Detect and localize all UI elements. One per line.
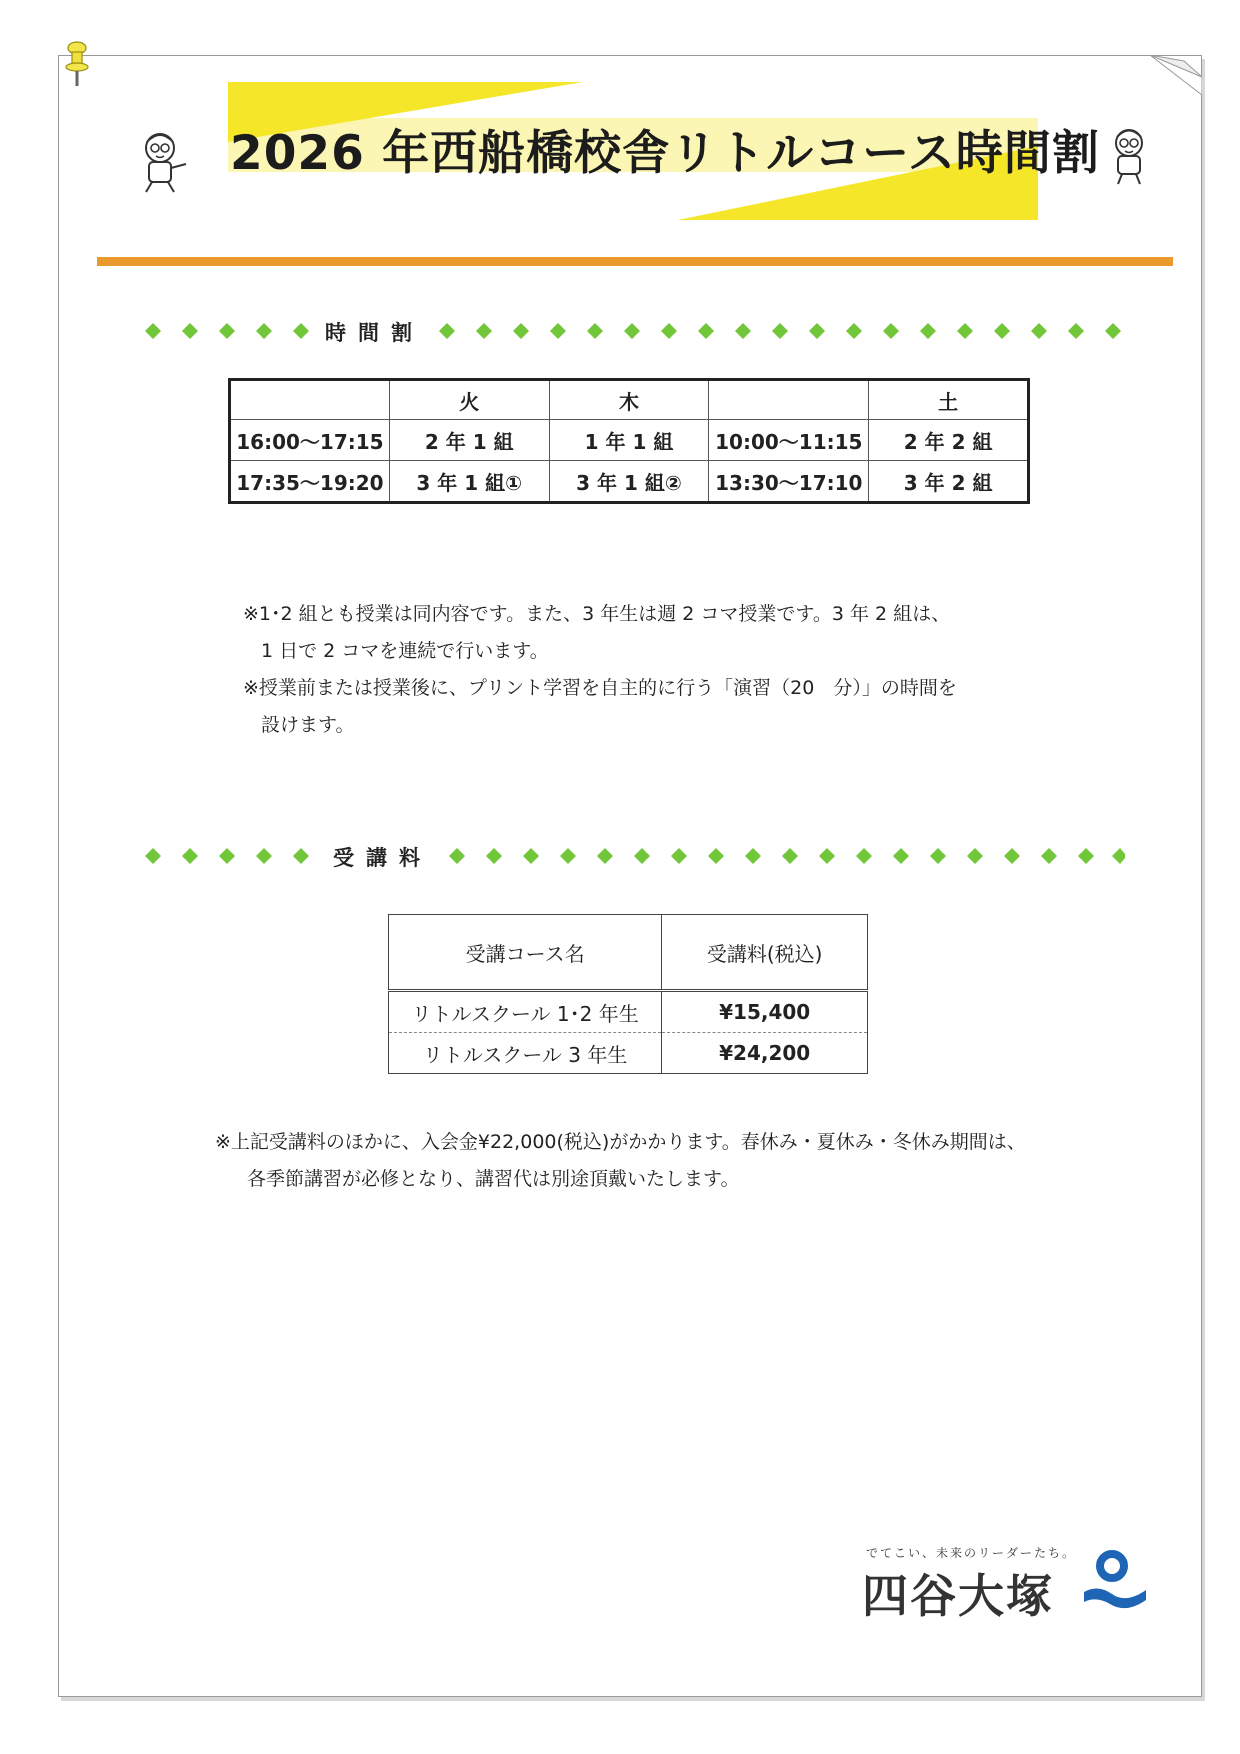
course-name-cell: リトルスクール 3 年生 [389,1033,662,1074]
note-line: 1 日で 2 コマを連続で行います。 [261,640,549,662]
fee-section-heading [145,846,1125,870]
timetable-header-cell: 土 [869,380,1029,420]
table-row [389,991,868,1033]
yotsuya-otsuka-logo-icon [1080,1548,1150,1614]
table-cell: 1 年 1 組 [549,420,709,461]
fee-header-row [389,915,868,991]
timetable-header-cell: 火 [389,380,549,420]
timetable-section-heading [145,321,1125,345]
timetable-header-cell [230,380,390,420]
fee-notes [215,1124,1115,1198]
pushpin-icon [64,40,90,88]
logo-tagline: でてこい、未来のリーダーたち。 [866,1546,1077,1560]
note-line: 設けます。 [261,714,355,736]
table-cell: 3 年 1 組② [549,461,709,503]
price-cell: ¥24,200 [662,1033,868,1074]
note-line: ※上記受講料のほかに、入会金¥22,000(税込)がかかります。春休み・夏休み・冬休み期間は、 [215,1131,1026,1153]
diamond-divider [145,321,1125,345]
note-line: ※授業前または授業後に、プリント学習を自主的に行う「演習（20 分）」の時間を [243,677,957,699]
table-row [230,461,1029,503]
timetable-header-cell [709,380,869,420]
table-cell: 10:00～11:15 [709,420,869,461]
price-cell: ¥15,400 [662,991,868,1033]
mascot-left-icon [134,130,192,194]
logo-wordmark: 四谷大塚 [862,1569,1054,1623]
fee-header-cell: 受講料(税込) [662,915,868,991]
table-cell: 2 年 2 組 [869,420,1029,461]
timetable [228,378,1030,504]
header-divider [97,257,1173,266]
mascot-right-icon [1104,126,1154,186]
table-cell: 3 年 1 組① [389,461,549,503]
table-cell: 2 年 1 組 [389,420,549,461]
fee-section-label: 受講料 [329,842,436,872]
note-line: ※1･2 組とも授業は同内容です。また、3 年生は週 2 コマ授業です。3 年 2 組は、 [243,603,951,625]
timetable-notes [243,596,1043,744]
timetable-section-label: 時間割 [321,317,428,347]
timetable-header-row [230,380,1029,420]
page-curl-corner [1150,55,1202,95]
course-name-cell: リトルスクール 1･2 年生 [389,991,662,1033]
diamond-divider [145,846,1125,870]
timetable-header-cell: 木 [549,380,709,420]
table-row [389,1033,868,1074]
table-row [230,420,1029,461]
document-sheet [58,55,1202,1697]
fee-table [388,914,868,1074]
fee-header-cell: 受講コース名 [389,915,662,991]
page-title: 2026 年西船橋校舎リトルコース時間割 [230,126,1100,181]
table-cell: 3 年 2 組 [869,461,1029,503]
note-line: 各季節講習が必修となり、講習代は別途頂戴いたします。 [247,1168,740,1190]
table-cell: 13:30～17:10 [709,461,869,503]
table-cell: 16:00～17:15 [230,420,390,461]
table-cell: 17:35～19:20 [230,461,390,503]
